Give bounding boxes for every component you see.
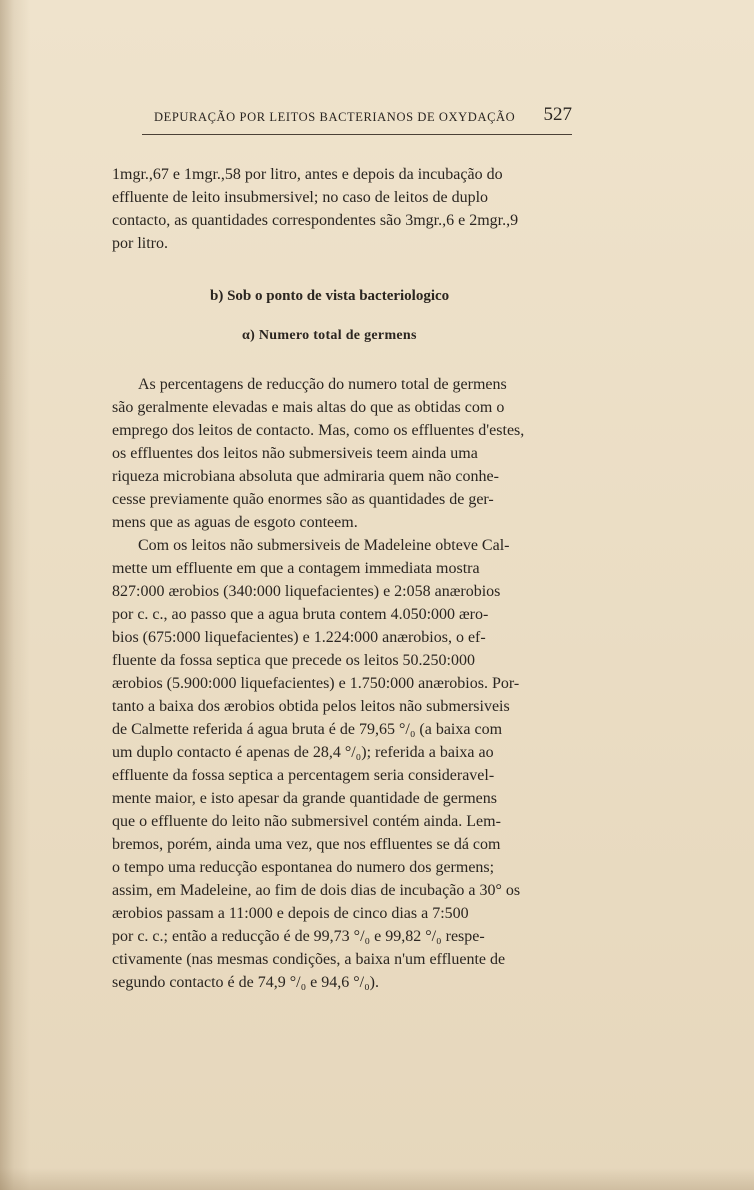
text-line: bios (675:000 liquefacientes) e 1.224:000 anærobios, o ef-: [112, 629, 486, 646]
subsection-heading: α) Numero total de germens: [242, 328, 417, 343]
text-line: o tempo uma reducção espontanea do numero dos germens;: [112, 859, 495, 876]
text-line: por c. c., ao passo que a agua bruta contem 4.050:000 æro-: [112, 606, 489, 623]
page-edge-shadow: [0, 1168, 754, 1190]
text-line: 827:000 ærobios (340:000 liquefacientes) e 2:058 anærobios: [112, 583, 501, 600]
text-line: mens que as aguas de esgoto conteem.: [112, 514, 358, 531]
paragraph-continuation: [112, 163, 570, 255]
text-line: tanto a baixa dos ærobios obtida pelos leitos não submersiveis: [112, 698, 510, 715]
text-line: bremos, porém, ainda uma vez, que nos effluentes se dá com: [112, 836, 501, 853]
text-line: effluente da fossa septica a percentagem seria consideravel-: [112, 767, 495, 784]
running-head: DEPURAÇÃO POR LEITOS BACTERIANOS DE OXYDAÇÃO: [154, 110, 516, 124]
text-line: um duplo contacto é apenas de 28,4 °/₀); referida a baixa ao: [112, 744, 494, 761]
text-line: assim, em Madeleine, ao fim de dois dias de incubação a 30° os: [112, 882, 521, 899]
text-line: que o effluente do leito não submersivel contém ainda. Lem-: [112, 813, 501, 830]
text-line: effluente de leito insubmersivel; no caso de leitos de duplo: [112, 189, 489, 206]
paragraph: [112, 373, 570, 534]
text-line: são geralmente elevadas e mais altas do que as obtidas com o: [112, 399, 505, 416]
text-line: segundo contacto é de 74,9 °/₀ e 94,6 °/₀).: [112, 974, 379, 991]
text-line: ærobios (5.900:000 liquefacientes) e 1.750:000 anærobios. Por-: [112, 675, 520, 692]
text-line: por litro.: [112, 235, 168, 252]
text-line: 1mgr.,67 e 1mgr.,58 por litro, antes e depois da incubação do: [112, 166, 503, 183]
page-header: [142, 104, 572, 135]
text-line: fluente da fossa septica que precede os leitos 50.250:000: [112, 652, 475, 669]
section-heading: b) Sob o ponto de vista bacteriologico: [210, 288, 450, 304]
text-line: Com os leitos não submersiveis de Madeleine obteve Cal-: [138, 537, 510, 554]
text-line: ærobios passam a 11:000 e depois de cinco dias a 7:500: [112, 905, 469, 922]
text-line: os effluentes dos leitos não submersiveis teem ainda uma: [112, 445, 478, 462]
text-line: riqueza microbiana absoluta que admiraria quem não conhe-: [112, 468, 499, 485]
text-line: ctivamente (nas mesmas condições, a baixa n'um effluente de: [112, 951, 506, 968]
text-line: cesse previamente quão enormes são as quantidades de ger-: [112, 491, 494, 508]
paragraph: [112, 534, 570, 994]
text-line: por c. c.; então a reducção é de 99,73 °/₀ e 99,82 °/₀ respe-: [112, 928, 485, 945]
text-line: mente maior, e isto apesar da grande quantidade de germens: [112, 790, 497, 807]
text-line: emprego dos leitos de contacto. Mas, como os effluentes d'estes,: [112, 422, 525, 439]
text-line: contacto, as quantidades correspondentes são 3mgr.,6 e 2mgr.,9: [112, 212, 519, 229]
text-line: de Calmette referida á agua bruta é de 79,65 °/₀ (a baixa com: [112, 721, 503, 738]
body-text: [112, 373, 570, 994]
page-number: 527: [543, 104, 572, 125]
text-line: As percentagens de reducção do numero total de germens: [138, 376, 507, 393]
text-line: mette um effluente em que a contagem immediata mostra: [112, 560, 480, 577]
